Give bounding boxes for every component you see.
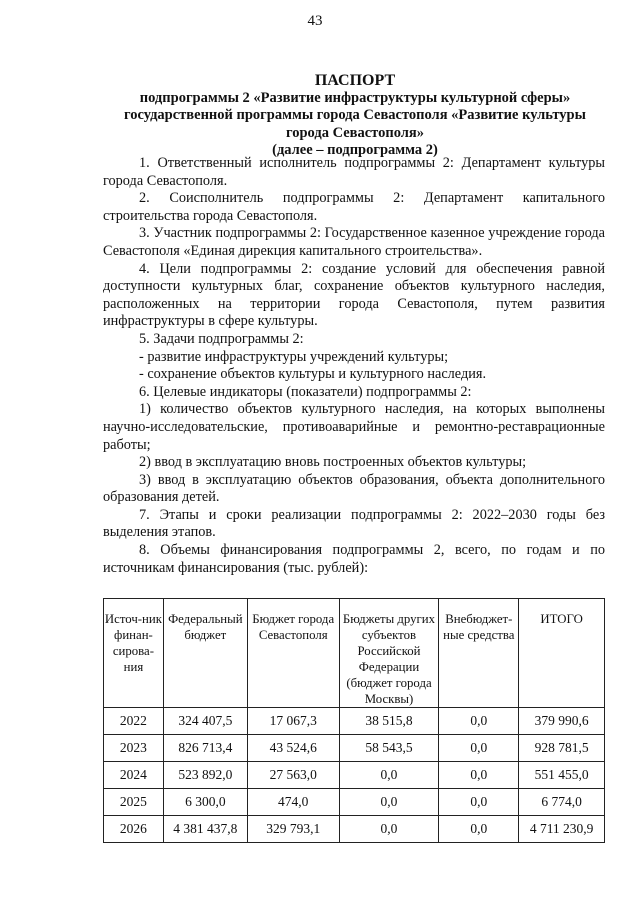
table-cell: 6 774,0 bbox=[519, 789, 605, 816]
table-cell: 379 990,6 bbox=[519, 708, 605, 735]
table-header-row bbox=[104, 599, 605, 708]
paragraph-participant: 3. Участник подпрограммы 2: Государственное казенное учреждение города Севастополя «Единая дирекция капитального строительства». bbox=[103, 225, 605, 259]
funding-table bbox=[103, 598, 605, 843]
document-title: ПАСПОРТ bbox=[314, 72, 396, 89]
table-cell: 0,0 bbox=[439, 735, 519, 762]
indicator-item: 3) ввод в эксплуатацию объектов образования, объекта дополнительного образования детей. bbox=[103, 471, 605, 506]
table-cell: 0,0 bbox=[439, 708, 519, 735]
table-row bbox=[104, 789, 605, 816]
paragraph-funding: 8. Объемы финансирования подпрограммы 2, всего, по годам и по источникам финансирования (тыс. рублей): bbox=[103, 542, 605, 576]
indicator-item: 1) количество объектов культурного наследия, на которых выполнены научно-исследовательские, противоаварийные и ремонтно-реставрационные работы; bbox=[103, 401, 605, 453]
table-cell: 0,0 bbox=[439, 762, 519, 789]
table-cell: 0,0 bbox=[339, 789, 439, 816]
table-cell: 4 381 437,8 bbox=[163, 816, 247, 843]
table-cell: 2023 bbox=[104, 735, 164, 762]
header-cell-federal: Федеральный бюджет bbox=[163, 599, 247, 708]
table-cell: 2024 bbox=[104, 762, 164, 789]
table-cell: 474,0 bbox=[247, 789, 339, 816]
paragraph-goals: 4. Цели подпрограммы 2: создание условий для обеспечения равной доступности культурных благ, сохранение объектов культурного наследия, расположенных на территории города Севастополя, путем развития инфраструктуры в сфере культуры. bbox=[103, 260, 605, 330]
subtitle-line-4: (далее – подпрограмма 2) bbox=[272, 142, 438, 158]
indicator-item: 2) ввод в эксплуатацию вновь построенных объектов культуры; bbox=[139, 454, 527, 471]
passport-body bbox=[103, 155, 605, 577]
table-cell: 523 892,0 bbox=[163, 762, 247, 789]
task-item: - сохранение объектов культуры и культурного наследия. bbox=[139, 366, 487, 383]
table-cell: 6 300,0 bbox=[163, 789, 247, 816]
paragraph-co-executor: 2. Соисполнитель подпрограммы 2: Департамент капитального строительства города Севастополя. bbox=[103, 190, 605, 224]
table-cell: 43 524,6 bbox=[247, 735, 339, 762]
table-cell: 329 793,1 bbox=[247, 816, 339, 843]
table-cell: 2022 bbox=[104, 708, 164, 735]
subtitle-line-1: подпрограммы 2 «Развитие инфраструктуры культурной сферы» bbox=[139, 89, 571, 106]
header-cell-other-regions: Бюджеты других субъектов Российской Федерации (бюджет города Москвы) bbox=[339, 599, 439, 708]
header-cell-city: Бюджет города Севастополя bbox=[247, 599, 339, 708]
table-row bbox=[104, 816, 605, 843]
table-cell: 826 713,4 bbox=[163, 735, 247, 762]
passport-header bbox=[100, 72, 610, 160]
table-row bbox=[104, 735, 605, 762]
table-cell: 38 515,8 bbox=[339, 708, 439, 735]
table-row bbox=[104, 762, 605, 789]
table-cell: 58 543,5 bbox=[339, 735, 439, 762]
table-cell: 27 563,0 bbox=[247, 762, 339, 789]
paragraph-indicators: 6. Целевые индикаторы (показатели) подпрограммы 2: bbox=[139, 383, 472, 400]
paragraph-tasks: 5. Задачи подпрограммы 2: bbox=[139, 330, 304, 347]
table-cell: 551 455,0 bbox=[519, 762, 605, 789]
table-cell: 324 407,5 bbox=[163, 708, 247, 735]
table-cell: 928 781,5 bbox=[519, 735, 605, 762]
subtitle-line-2: государственной программы города Севастополя «Развитие культуры bbox=[124, 107, 586, 123]
paragraph-responsible: 1. Ответственный исполнитель подпрограммы 2: Департамент культуры города Севастополя. bbox=[103, 155, 605, 189]
table-cell: 4 711 230,9 bbox=[519, 816, 605, 843]
header-cell-extrabudget: Внебюджет-ные средства bbox=[439, 599, 519, 708]
table-cell: 2025 bbox=[104, 789, 164, 816]
page-number: 43 bbox=[307, 13, 323, 29]
subtitle-line-3: города Севастополя» bbox=[285, 124, 424, 141]
table-cell: 2026 bbox=[104, 816, 164, 843]
table-cell: 0,0 bbox=[439, 789, 519, 816]
table-cell: 0,0 bbox=[439, 816, 519, 843]
header-cell-total: ИТОГО bbox=[519, 599, 605, 708]
task-item: - развитие инфраструктуры учреждений культуры; bbox=[139, 348, 449, 365]
header-cell-source: Источ-ник финан-сирова-ния bbox=[104, 599, 164, 708]
table-cell: 0,0 bbox=[339, 816, 439, 843]
table-cell: 17 067,3 bbox=[247, 708, 339, 735]
table-row bbox=[104, 708, 605, 735]
table-cell: 0,0 bbox=[339, 762, 439, 789]
paragraph-stages: 7. Этапы и сроки реализации подпрограммы 2: 2022–2030 годы без выделения этапов. bbox=[103, 506, 605, 541]
